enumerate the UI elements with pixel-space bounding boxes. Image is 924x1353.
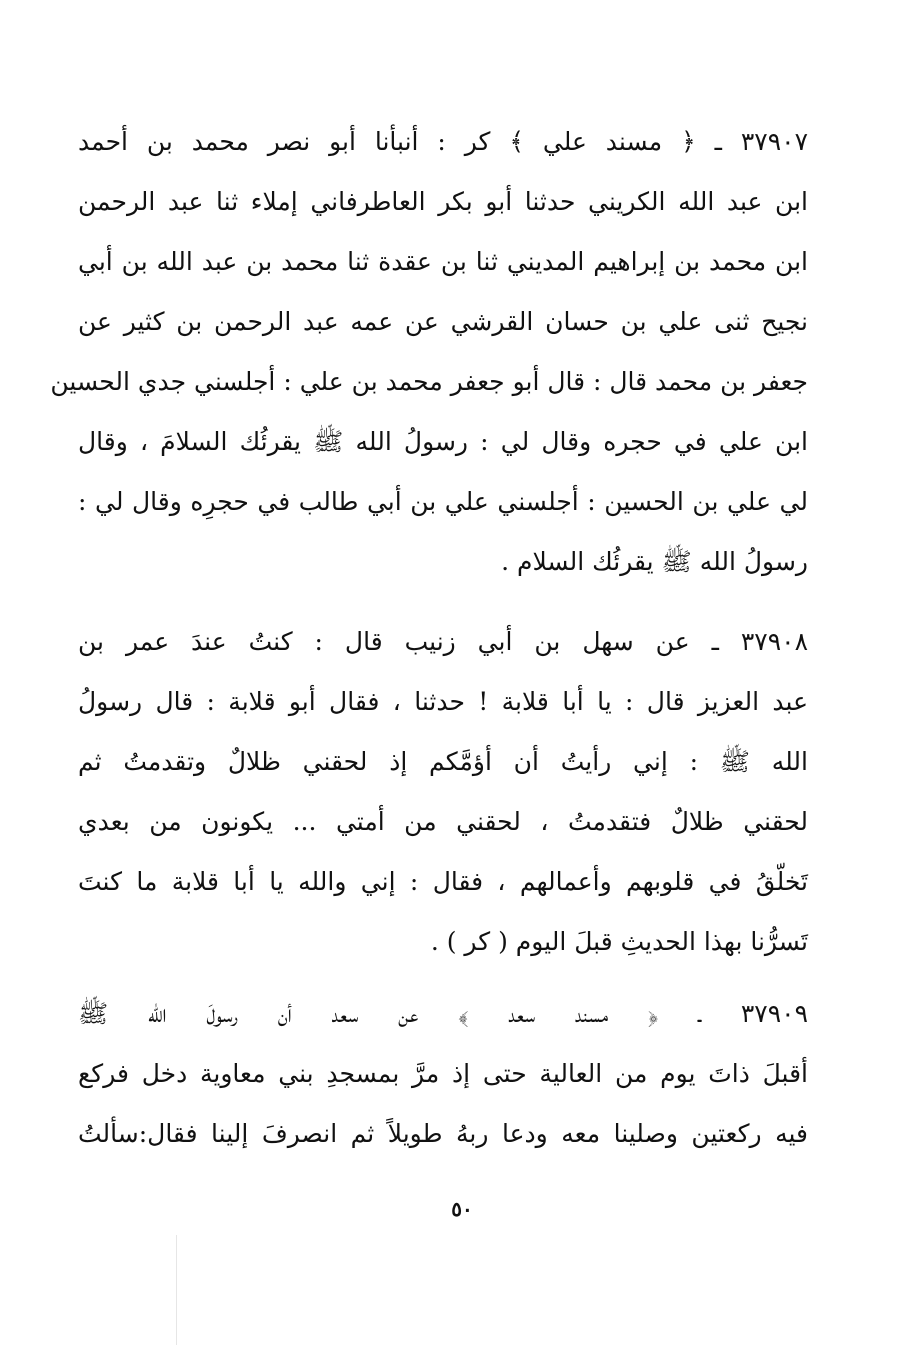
text-line: عبد العزيز قال : يا أبا قلابة ! حدثنا ، فقال أبو قلابة : قال رسولُ [78, 687, 808, 716]
text-line: لحقني ظلالٌ فتقدمتُ ، لحقني من أمتي ... يكونون من بعدي [78, 807, 808, 836]
text-line: لي علي بن الحسين : أجلسني علي بن أبي طالب في حجرِه وقال لي : [78, 487, 808, 516]
text-line: رسولُ الله ﷺ يقرئُك السلام . [501, 547, 808, 576]
text-line: ٣٧٩٠٧ ـ ﴿ مسند علي ﴾ كر : أنبأنا أبو نصر محمد بن أحمد [78, 127, 808, 156]
text-line: ٣٧٩٠٨ ـ عن سهل بن أبي زنيب قال : كنتُ عندَ عمر بن [78, 627, 808, 656]
text-line: نجيح ثنى علي بن حسان القرشي عن عمه عبد الرحمن بن كثير عن [78, 307, 808, 336]
page-number: ٥٠ [451, 1197, 473, 1221]
text-line: ٣٧٩٠٩ ـ ﴿ مسند سعد ﴾ عن سعد أن رسولَ الله ﷺ [78, 999, 808, 1028]
text-line: تَسرُّنا بهذا الحديثِ قبلَ اليوم ( كر ) . [430, 927, 808, 956]
text-line: الله ﷺ : إني رأيتُ أن أؤمَّكم إذ لحقني ظلالٌ وتقدمتُ ثم [78, 747, 808, 776]
text-line: فيه ركعتين وصلينا معه ودعا ربهُ طويلاً ثم انصرفَ إلينا فقال:سألتُ [78, 1119, 808, 1148]
text-line: ابن علي في حجره وقال لي : رسولُ الله ﷺ يقرئُك السلامَ ، وقال [78, 427, 808, 456]
hadith-37909-paragraph [78, 984, 808, 1164]
text-line: أقبلَ ذاتَ يوم من العالية حتى إذ مرَّ بمسجدِ بني معاوية دخل فركع [78, 1059, 808, 1088]
text-line: ابن محمد بن إبراهيم المديني ثنا بن عقدة ثنا محمد بن عبد الله بن أبي [78, 247, 808, 276]
hadith-37907-paragraph [50, 112, 808, 592]
text-line: جعفر بن محمد قال : قال أبو جعفر محمد بن علي : أجلسني جدي الحسين [50, 367, 808, 396]
scan-fold-line [176, 1235, 177, 1345]
text-line: تَخلّقُ في قلوبهم وأعمالهم ، فقال : إني والله يا أبا قلابة ما كنتَ [78, 867, 808, 896]
text-line: ابن عبد الله الكريني حدثنا أبو بكر العاطرفاني إملاء ثنا عبد الرحمن [78, 187, 808, 216]
hadith-37908-paragraph [78, 612, 808, 972]
